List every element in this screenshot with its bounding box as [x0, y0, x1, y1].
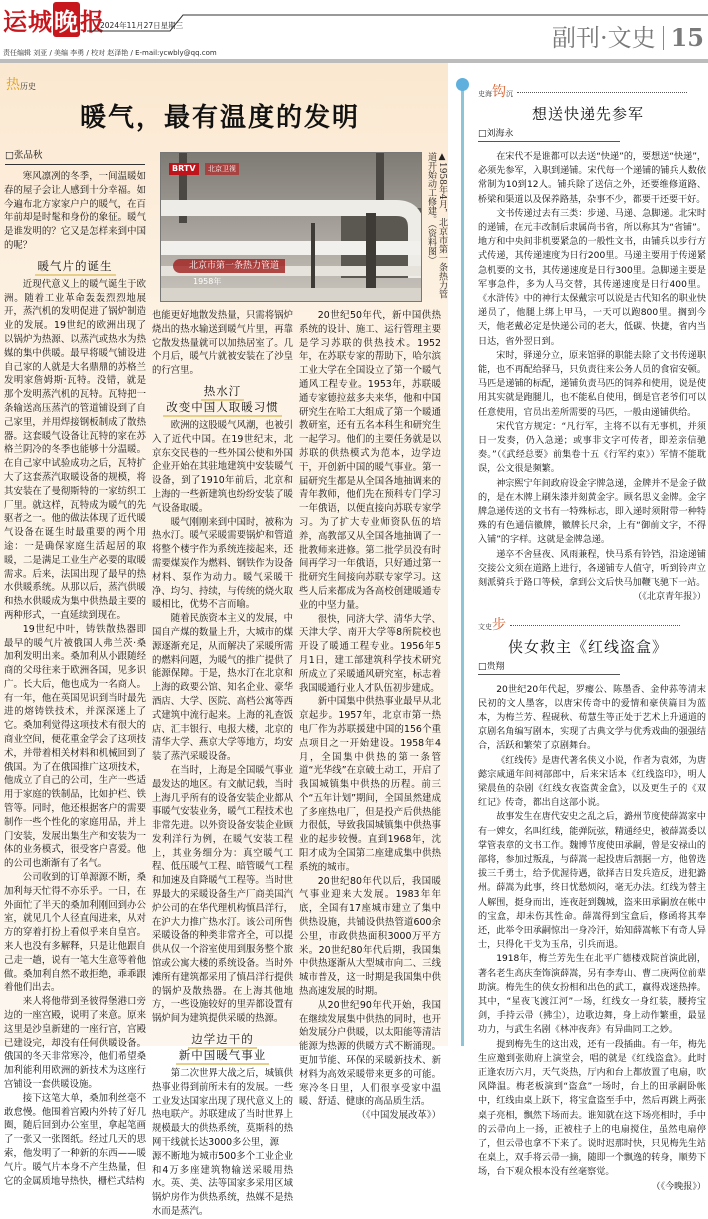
- paragraph: 提到梅先生的这出戏，还有一段插曲。有一年，梅先生应邀到张勋府上演堂会，唱的就是《红线盗盒》。此时正逢农历六月，天气炎热，厅内和台上都放置了电扇，吹风降温。梅老板演到“盗盒”一场时，台上的田承嗣卧帐中，红线由桌上跃下，将宝盒盗至手中，然后再跳上两张桌子亮相，飘然下场而去。谁知就在这下场亮相时，手中的云帚向上一扬，正被柱子上的电扇搅住，虽然电扇停了，但云帚也拿不下来了。说时迟那时快，只见梅先生站在桌上，双手将云帚一摘，随即一个飘逸的转身，顺势下场，台下观众根本没有丝毫察觉。: [478, 1039, 706, 1178]
- paragraph: 第二次世界大战之后，城镇供热事业得到前所未有的发展。一些工业发达国家出现了现代意义上的热电联产。苏联建成了当时世界上规模最大的供热系统，莫斯科的热网干线就长达3000多公里，源: [152, 1068, 293, 1149]
- article-source: （《今晚报》）: [651, 1181, 706, 1192]
- side-article-2-title: 侠女救主《红线盗盒》: [507, 637, 668, 656]
- lead-column-2: [152, 309, 293, 1219]
- channel-label: 北京卫视: [205, 163, 239, 175]
- paragraph: 宋代官方规定：“凡行军，主将不以有无事机，并须日一发奏，仍入急递；或事非文字可传者，即差亲信驰奏。”（《武经总要》前集卷十五《行军约束》）军情不能耽误，公文很是频繁。: [478, 421, 706, 475]
- paragraph: 20世纪80年代以后，我国暖气事业迎来大发展。1983年年底，全国有17座城市建立了集中供热设施，共铺设供热管道600余公里，市政供热面积3000万平方米。20世纪80年代后期，我国集中供热逐渐从大型城市向二、三线城市普及，这一时期是我国集中供热高速发展的时期。: [299, 875, 441, 998]
- paragraph: 寒风凛冽的冬季，一间温暖如春的屋子会让人感到十分幸福。如今遍布北方家家户户的暖气，在百年前却是时髦和身份的象征。暖气是谁发明的？它又是怎样来到中国的呢？: [4, 171, 146, 251]
- subheading-text: 改变中国人取暖习惯: [163, 400, 282, 417]
- side-article-2-author: □贵翔: [478, 661, 620, 675]
- article-source: （《中国发展改革》）: [356, 1110, 441, 1122]
- sidebar-articles: [478, 84, 706, 1194]
- paragraph: 来人将他带到圣彼得堡港口旁边的一座宫殿，说明了来意。原来这里是沙皇新建的一座行宫，宫殿已建设完，却没有任何供暖设备。俄国的冬天非常寒冷，他们希望桑加利能利用欧洲的新技术为这座行宫铺设一套供暖设施。: [4, 996, 146, 1090]
- column-tag: 热历史: [6, 77, 36, 93]
- paragraph: 很快，同济大学、清华大学、天津大学、南开大学等8所院校也开设了暖通工程专业。1956年5月1日，建工部建筑科学技术研究所成立了采暖通风研究室，标志着我国暖通行业人才队伍初步建成。: [299, 613, 441, 694]
- article-source: （《北京青年报》）: [633, 592, 706, 603]
- paragraph: 20世纪20年代起，罗瘿公、陈墨香、金仲荪等清末民初的文人墨客，以唐宋传奇中的爱情和豪侠篇目为蓝本，为梅兰芳、程砚秋、荀慧生等正处于艺术上升通道的京剧名角编写剧本，实现了古典文学与优秀戏曲的强强结合，活跃和繁荣了京剧舞台。: [478, 684, 706, 752]
- paragraph: 宋时，驿递分立，原来馆驿的职能去除了文书传递职能，也不再配给驿马，只负责往来公务人员的食宿安顿。马匹是递铺的标配，递铺负责马匹的饲养和使用，说是使用其实就是跑腿儿，也不能私自使用，倒是官老爷们可以任意使用，官员出差所需要的马匹，一般由递铺供给。: [478, 350, 706, 418]
- paragraph: 20世纪50年代，新中国供热系统的设计、施工、运行管理主要是学习苏联的供热技术。1952年，在苏联专家的帮助下，哈尔滨工业大学在全国设立了第一个暖气通风工程专业。1953年，苏联暖通专家德拉兹多夫来华，他和中国研究生在哈工大组成了第一个暖通教研室，还有五名本科生和研究生一起学习。他们的主要任务就是以苏联的供热模式为范本，边学边干，开创新中国的暖气事业。第一届研究生都是从全国各地抽调来的青年教师，他们先在预科专门学习一年俄语，以便直接向苏联专家学习。为了扩大专业师资队伍的培养，高教部又从全国各地抽调了一批教师来进修。第二批学员没有时间再学习一年俄语，只好通过第一批研究生间接向苏联专家学习。这些人后来都成为各高校创建暖通专业的中坚力量。: [299, 310, 441, 611]
- brtv-logo: BRTV: [169, 163, 199, 175]
- paragraph: 在宋代不是谁都可以去送“快递”的，要想送“快递”，必须先参军，入职到递铺。宋代每一个递铺的铺兵人数依常制为10到12人。铺兵除了送信之外，还要维修道路、桥梁和渠道以及保养路基，杂事不少，都要干还要干好。: [478, 152, 707, 205]
- editor-credits: 责任编辑 刘亚 / 美编 李勇 / 校对 赵泽艳 / E-mail:ycwbly@qq.com: [3, 49, 217, 57]
- side-article-1-body: [478, 150, 706, 605]
- issue-date: 2024年11月27日星期三: [100, 21, 184, 30]
- subheading: [152, 383, 293, 415]
- lead-column-1: [4, 170, 146, 1188]
- sidebar-rule: [461, 86, 464, 1046]
- side-article-2-body: [478, 683, 706, 1194]
- column-tag-wenshi: 文史步: [478, 617, 706, 635]
- paragraph: 《红线传》是唐代著名侠义小说，作者为袁郊，为唐懿宗咸通年间祠部郎中，后来宋话本《红线盗印》，明人梁晨鱼的杂剧《红线女夜盗黄金盒》，以及更生子的《双红记》传奇，都出自这部小说。: [478, 755, 706, 809]
- subheading-text: 暖气片的诞生: [35, 259, 116, 276]
- paragraph: 故事发生在唐代安史之乱之后，潞州节度使薛嵩家中有一婢女，名叫红线，能弹阮弦，精通经史，被薛嵩委以掌管表章的文书工作。魏博节度使田承嗣，曾是安禄山的部将，参加过叛乱，与薛嵩一起投唐后割据一方，他曾选拔三千勇士，给予优渥待遇，欲择吉日发兵造反，进犯潞州。薛嵩为此事，终日忧愁烦闷，毫无办法。红线为替主人解围，挺身而出，连夜赶到魏城，盗来田承嗣放在帐中的宝盒，却未伤其性命。薛嵩得到宝盒后，修函将其奉还，此举令田承嗣惊出一身冷汗，始知薛嵩帐下有奇人异士，只得化干戈为玉帛，引兵而退。: [478, 812, 706, 951]
- paragraph: 接下这笔大单，桑加利丝毫不敢怠慢。他围着宫殿内外转了好几圈，随后回到办公室里，拿起笔画了一张又一张图纸。经过几天的思索，他发明了一种新的东西——暖气片。暖气片本身不产生热量，但它的金属质地导热快，栅栏式结构: [4, 1092, 146, 1187]
- paragraph: 源不断地为城市500多个工业企业和4万多座建筑物输送采暖用热水。英、美、法等国家多采用区域锅炉房作为供热系统，热媒不是热水而是蒸汽。: [152, 1150, 293, 1218]
- side-article-1-title: 想送快递先参军: [531, 105, 644, 123]
- paragraph: 公司收到的订单源源不断，桑加利每天忙得不亦乐乎。一日，在外面忙了半天的桑加利刚回到办公室，就见几个人径直闯进来，从对方的穿着打扮上看似乎来自皇宫。来人也没有多解释，只是让他跟自己走一趟，说有一笔大生意等着他做。桑加利自然不敢拒绝，乖乖跟着他们出去。: [4, 872, 146, 994]
- paragraph: 文书传递过去有三类：步递、马递、急脚递。北宋时的递铺，在元丰改制后隶属尚书省，所以称其为“省铺”。地方和中央间非机要紧急的一般性文书，由铺兵以步行方式传递，其传递速度为日行200里。马递主要用于传递紧急机要的文书，其传递速度是日行300里。急脚递主要是军事急件，多为人马交替，其传递速度是日行400里。《水浒传》中的神行太保戴宗可以说是古代知名的职业快递员了，他腿上绑上甲马，一天可以跑800里。搁到今天，他老戴必定是快递公司的老大，低碳、快捷，省内当日达，省外翌日到。: [478, 208, 706, 347]
- subheading: [4, 258, 146, 274]
- section-header: 副刊·文史 15: [551, 23, 704, 52]
- historical-photo: [160, 152, 422, 302]
- paragraph: 从20世纪90年代开始，我国在继续发展集中供热的同时，也开始发展分户供暖，以太阳能等清洁能源为热源的供暖方式不断涌现。更加节能、环保的采暖新技术、新材料为高效采暖带来更多的可能。寒冷冬日里，人们很享受家中温暖、舒适、健康的高品质生活。: [299, 999, 441, 1108]
- subheading-text: 新中国暖气事业: [176, 1048, 270, 1065]
- lead-article-author: □张品秋: [5, 150, 145, 165]
- subheading-text: 边学边干的: [188, 1032, 257, 1049]
- paragraph: 欧洲的这股暖气风潮，也被引入了近代中国。在19世纪末，北京东交民巷的一些外国公使和外国企业开始在其驻地建筑中安装暖气设备，到了1910年前后，北京和上海的一些新建筑也纷纷安装了暖气设备取暖。: [152, 419, 293, 514]
- subheading: [152, 1031, 293, 1063]
- paragraph: 1918年，梅兰芳先生在北平广德楼戏院首演此剧，著名老生高庆奎饰演薛嵩，另有李寿山、曹二庚两位前辈助演。梅先生的侠女扮相和出色的武工，赢得戏迷热捧。其中，“星夜飞渡江河”一场，红线女一身红装，腰挎宝剑，手持云帚（拂尘），边歌边舞，身上动作繁重，最显功力，与武生名剧《林冲夜奔》有异曲同工之妙。: [478, 954, 706, 1036]
- photo-overlay-caption: 北京市第一条热力管道: [173, 259, 285, 273]
- column-tag-shihai: 史海钩沉: [478, 84, 706, 102]
- paragraph: 递卒不舍昼夜、风雨兼程，快马系有铃铛，沿途递铺交接公文须在道路上进行，各递铺专人值守，听到铃声立刻派骑兵于路口等候，拿到公文后快马加鞭飞驰下一站。: [478, 549, 706, 589]
- paragraph: 19世纪中叶，铸铁散热器即最早的暖气片被俄国人弗兰茨·桑加利发明出来。桑加利从小跟随经商的父母往来于欧洲各国，见多识广。长大后，他也成为一名商人。有一年，他在英国见识到当时最先进的熔铸铁技术，并深深迷上了它。桑加利觉得这项技术有很大的商业空间，便花重金学会了这项技术，并带着相关材料和机械回到了俄国。为了在俄国推广这项技术，他成立了自己的公司，生产一些适用于家庭的铁制品，比如护栏、铁管等。同时，他还根据客户的需要制作一些个性化的家庭用品，并上门安装，发展出集生产和安装为一体的业务模式，很受客户喜爱。他的公司也渐渐有了名气。: [4, 623, 146, 870]
- photo-caption: ▲1958年4月，北京市第一条热力管道开始动工修建。（资料图）: [426, 152, 447, 299]
- lead-column-3: [299, 309, 441, 1123]
- paragraph: 在当时，上海是全国暖气事业最发达的地区。有文献记载，当时上海几乎所有的设备安装企业都从事暖气安装业务，暖气工程技术也非常先进。以外资设备安装企业顾发利洋行为例，在暖气安装工程上，其业务细分为：真空暖气工程、低压暖气工程、暗管暖气工程和加速及自降暖气工程等。当时世界最大的采暖设备生产厂商美国汽炉公司的在华代理机构慎昌洋行，在沪大力推广热水汀。该公司所售采暖设备的种类非常齐全，可以提供从仅一个浴室使用到服务整个旅馆或公寓大楼的系统设备。当时外滩所有建筑都采用了慎昌洋行提供的锅炉及散热器。在上海其他地方，一些设施较好的里弄都设置有锅炉间为建筑提供采暖的热源。: [152, 764, 293, 1025]
- photo-overlay-year: 1958年: [193, 277, 222, 286]
- paragraph: 近现代意义上的暖气诞生于欧洲。随着工业革命轰轰烈烈地展开，蒸汽机的发明促进了锅炉制造业的发展。19世纪的欧洲出现了以锅炉为热源、以蒸汽或热水为热媒的集中供暖。最早将暖气铺设进自己家的人就是大名鼎鼎的苏格兰发明家詹姆斯·瓦特。没错，就是那个发明蒸汽机的瓦特。瓦特把一条输送高压蒸汽的管道铺设到了自己家里，并用焊接钢板制成了散热器。这套暖气设备让瓦特的家在苏格兰阴冷的冬季也能够十分温暖。在自己家中试验成功之后，瓦特扩大了这套蒸汽取暖设备的规模，将其安装在了曼彻斯特的一家纺织工厂里。就这样，瓦特成为暖气的先驱者之一。他的做法体现了近代暖气设备在诞生时最重要的两个用途：一是确保家庭生活起居的取暖，二是满足工业生产必要的取暖需求。后来，法国出现了最早的热水供暖系统。从那以后，蒸汽供暖和热水供暖成为集中供热最主要的两种形式，一直延续到现在。: [4, 278, 146, 621]
- paragraph: 暖气刚刚来到中国时，被称为热水汀。暖气采暖需要锅炉和管道将整个楼宇作为系统连接起来，还需要煤炭作为燃料、钢铁作为设备材料、泵作为动力。暖气采暖干净、均匀、持续，与传统的烧火取暖相比，优势不言而喻。: [152, 516, 293, 611]
- subheading-text: 热水汀: [201, 384, 245, 401]
- sidebar-dot: [456, 78, 469, 91]
- lead-article-title: 暖气，最有温度的发明: [79, 103, 360, 133]
- paragraph: 也能更好地散发热量，只需将锅炉烧出的热水输送到暖气片里，再靠它散发热量就可以加热居室了。几个月后，暖气片就被安装在了沙皇的行宫里。: [152, 310, 293, 377]
- newspaper-logo: 运城晚报: [3, 2, 105, 37]
- paragraph: 随着民族资本主义的发展，中国自产煤的数量上升，大城市的煤源逐渐充足，从而解决了采暖所需的燃料问题，为暖气的推广提供了能源保障。于是，热水汀在北京和上海的政要公馆、知名企业、豪华酒店、大学、医院、高档公寓等西式建筑中流行起来。上海的礼查饭店、汇丰银行、电报大楼，北京的清华大学、燕京大学等地方，均安装了蒸汽采暖设备。: [152, 613, 293, 763]
- side-article-1-author: □刘海永: [478, 128, 620, 142]
- paragraph: 神宗熙宁年间政府设金字牌急递，金牌并不是金子做的，是在木牌上刷朱漆并刻黄金字。顾名思义金牌。金字牌急递传送的文书有一特殊标志，即入递时须附带一种特殊的有色通信徽牌，徽牌长尺余，上有“御前文字，不得入铺”的字样。这就是金牌急递。: [478, 478, 706, 546]
- page-number: 15: [670, 23, 704, 52]
- paragraph: 新中国集中供热事业最早从北京起步。1957年，北京市第一热电厂作为苏联援建中国的156个重点项目之一开始建设。1958年4月，全国集中供热的第一条管道“光华线”在京破土动工，开启了我国城镇集中供热的历程。前三个“五年计划”期间，全国虽然建成了多座热电厂，但是投产后供热能力很低，导致我国城镇集中供热事业的起步较慢。直到1968年，沈阳才成为全国第二座建成集中供热系统的城市。: [299, 696, 441, 873]
